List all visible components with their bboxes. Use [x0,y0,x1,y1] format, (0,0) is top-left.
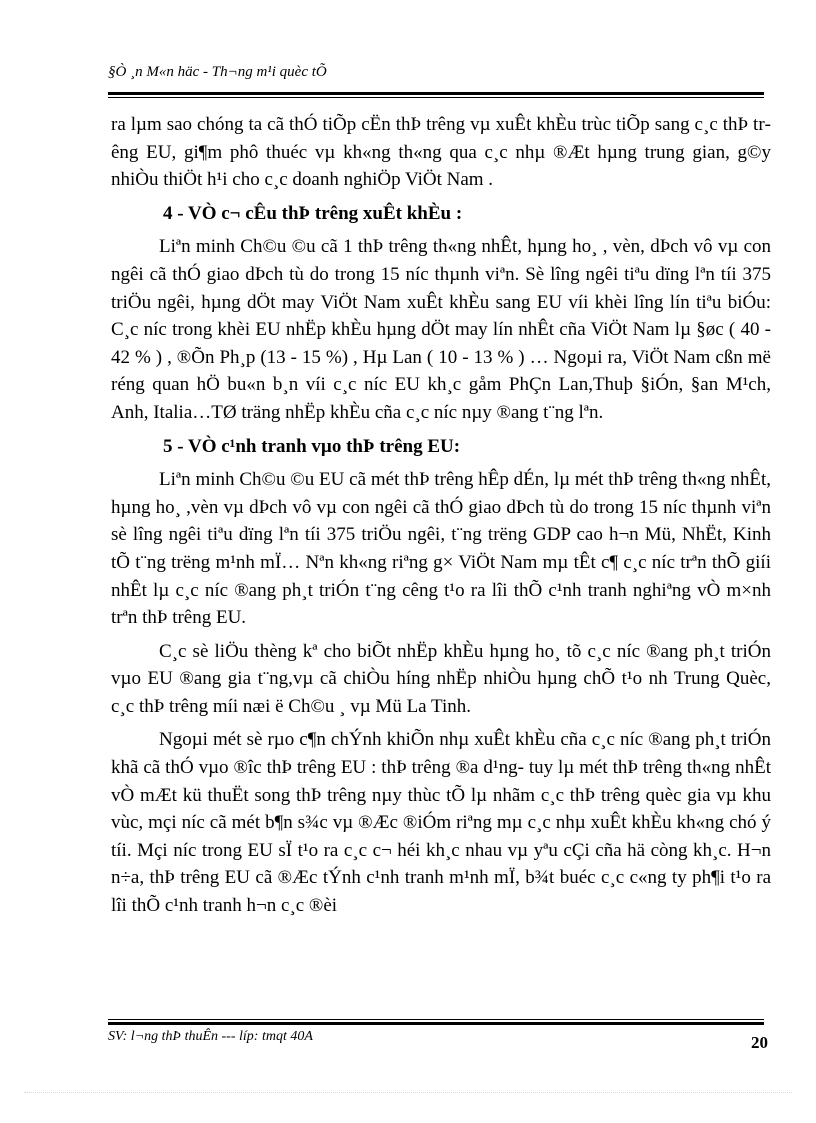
paragraph-statistics: C¸c sè liÖu thèng kª cho biÕt nhËp khÈu hµng ho¸ tõ c¸c níc ®ang ph¸t triÓn vµo EU ®ang gia t¨ng,vµ cã chiÒu híng nhËp nhiÒu hµng chÕ t¹o nh Trung Quèc, c¸c thÞ trêng míi næi ë Ch©u ¸ vµ Mü La Tinh. [111,640,771,717]
header-rule-thin [108,97,764,98]
footer-rule-thin [108,1019,764,1020]
paragraph-continuation: ra lµm sao chóng ta cã thÓ tiÕp cËn thÞ trêng vµ xuÊt khÈu trùc tiÕp sang c¸c thÞ trêng EU, gi¶m phô thuéc vµ kh«ng th«ng qua c¸c nhµ ®Æt hµng trung gian, g©y nhiÒu thiÖt h¹i cho c¸c doanh nghiÖp ViÖt Nam . [111,114,771,191]
paragraph-competition: Liªn minh Ch©u ©u EU cã mét thÞ trêng hÊp dÉn, lµ mét thÞ trêng th«ng nhÊt, hµng ho¸ ,vèn vµ dÞch vô vµ con ngêi cã thÓ giao dÞch tù do trong 15 níc thµnh viªn sè lîng ngêi tiªu dïng lªn tíi 375 triÖu ngêi, t¨ng trëng GDP cao h¬n Mü, NhËt, Kinh tÕ t¨ng trëng m¹nh mÏ… Nªn kh«ng riªng g× ViÖt Nam mµ tÊt c¶ c¸c níc trªn thÕ giíi nhÊt lµ c¸c níc ®ang ph¸t triÓn t¨ng cêng t¹o ra lîi thÕ c¹nh tranh nghiªng vÒ m×nh trªn thÞ trêng EU. [111,469,771,629]
page-number: 20 [751,1033,768,1052]
paragraph-market-structure: Liªn minh Ch©u ©u cã 1 thÞ trêng th«ng nhÊt, hµng ho¸ , vèn, dÞch vô vµ con ngêi cã thÓ giao dÞch tù do trong 15 níc thµnh viªn. Sè lîng ngêi tiªu dïng lªn tíi 375 triÖu ngêi, hµng dÖt may ViÖt Nam xuÊt khÈu sang EU víi khèi lîng lín tiªu biÓu: C¸c níc trong khèi EU nhËp khÈu hµng dÖt may lín nhÊt cña ViÖt Nam lµ §øc ( 40 - 42 % ) , ®Õn Ph¸p (13 - 15 %) , Hµ Lan ( 10 - 13 % ) … Ngoµi ra, ViÖt Nam cßn më réng quan hÖ bu«n b¸n víi c¸c níc EU kh¸c gåm PhÇn Lan,Thuþ §iÓn, §an M¹ch, Anh, Italia…TØ träng nhËp khÈu cña c¸c níc nµy ®ang t¨ng lªn. [111,236,771,423]
footer-student-info: SV: l¬ng thÞ thuÊn --- líp: tmqt 40A [108,1029,313,1044]
footer-rule-thick [108,1022,764,1025]
paragraph-barriers: Ngoµi mét sè rµo c¶n chÝnh khiÕn nhµ xuÊt khÈu cña c¸c níc ®ang ph¸t triÓn khã cã thÓ vµo ®îc thÞ trêng EU : thÞ trêng ®a d¹ng- tuy lµ mét thÞ trêng th«ng nhÊt vÒ mÆt kü thuËt song thÞ trêng nµy thùc tÕ lµ nhãm c¸c thÞ trêng quèc gia vµ khu vùc, mçi níc cã mét b¶n s¾c vµ ®Æc ®iÓm riªng mµ c¸c nhµ xuÊt khÈu kh«ng chó ý tíi. Mçi níc trong EU sÏ t¹o ra c¸c c¬ héi kh¸c nhau vµ yªu cÇi cña hä còng kh¸c. H¬n n÷a, thÞ trêng EU cã ®Æc tÝnh c¹nh tranh m¹nh mÏ, b¾t buéc c¸c c«ng ty ph¶i t¹o ra lîi thÕ c¹nh tranh h¬n c¸c ®èi [111,729,771,917]
section-heading-4: 4 - VÒ c¬ cÊu thÞ trêng xuÊt khÈu : [163,202,463,224]
header-rule-thick [108,92,764,95]
page-edge-dotted-line [24,1092,792,1093]
section-heading-5: 5 - VÒ c¹nh tranh vµo thÞ trêng EU: [163,435,461,457]
document-body [111,111,771,926]
page-header-title: §Ò ¸n M«n häc - Th¬ng m¹i quèc tÕ [108,64,327,80]
